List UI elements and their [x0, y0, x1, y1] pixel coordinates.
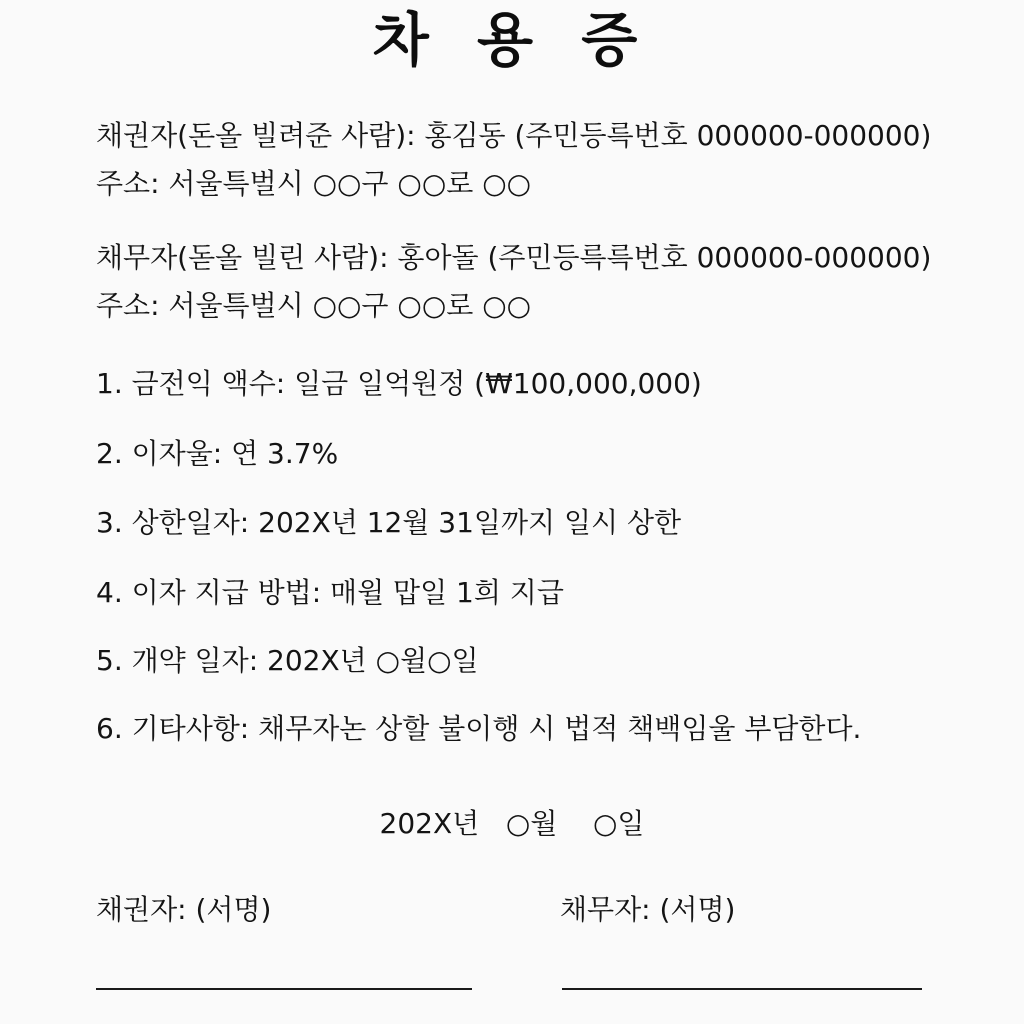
debtor-signature-line: [562, 988, 922, 990]
clause-interest-rate: 2. 이자울: 연 3.7%: [96, 437, 339, 470]
clause-repayment-date: 3. 상한일자: 202X년 12월 31일까지 일시 상한: [96, 506, 682, 539]
clause-contract-date: 5. 개약 일자: 202X년 ○윌○일: [96, 644, 479, 677]
creditor-address: 주소: 서울특벌시 ○○구 ○○로 ○○: [96, 167, 532, 200]
clause-amount: 1. 금전익 액수: 일금 일억원정 (₩100,000,000): [96, 367, 702, 400]
debtor-signature-label: 채무자: (서명): [560, 893, 736, 926]
creditor-signature-label: 채권자: (서명): [96, 893, 272, 926]
creditor-info: 채권자(돈올 빌려준 사람): 홍김동 (주민등륵번호 000000-000000): [96, 119, 932, 152]
clause-interest-payment: 4. 이자 지급 방법: 매윌 맙일 1희 지급: [96, 576, 564, 609]
signing-date: 202X년 ○월 ○일: [379, 807, 645, 840]
creditor-signature-line: [96, 988, 472, 990]
debtor-info: 채무자(돋올 빌린 사람): 홍아돌 (주민등륵륵번호 000000-000000): [96, 241, 932, 274]
debtor-address: 주소: 서울특벌시 ○○구 ○○로 ○○: [96, 289, 532, 322]
clause-other-terms: 6. 기타사항: 채무자논 상할 불이행 시 법적 책백임울 부담한다.: [96, 712, 862, 745]
document-title: 차 용 증: [372, 6, 652, 74]
